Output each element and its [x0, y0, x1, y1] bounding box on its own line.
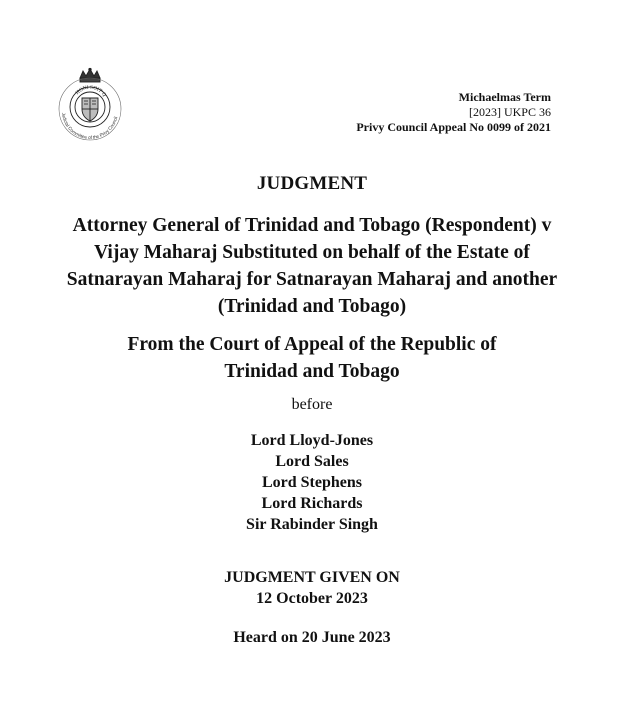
svg-text:HONI SOIT QUI MAL Y PENSE: HONI SOIT Q	[74, 84, 108, 98]
term-label: Michaelmas Term	[458, 90, 551, 104]
judge-name: Lord Sales	[275, 453, 349, 470]
before-label: before	[291, 396, 333, 413]
judge-name: Lord Richards	[261, 495, 363, 512]
judgment-given-label: JUDGMENT GIVEN ON	[224, 569, 400, 586]
appeal-from: From the Court of Appeal of the Republic of Trinidad and Tobago	[127, 334, 497, 382]
heard-date: Heard on 20 June 2023	[233, 629, 391, 646]
judges-list	[0, 430, 624, 535]
judge-name: Lord Stephens	[261, 474, 363, 491]
crest-text: Judicial Committee of the Privy Council	[61, 112, 119, 141]
judgment-date: 12 October 2023	[256, 590, 368, 607]
appeal-number: Privy Council Appeal No 0099 of 2021	[356, 120, 551, 134]
judge-name: Sir Rabinder Singh	[246, 516, 378, 533]
case-title: Attorney General of Trinidad and Tobago (Respondent) v Vijay Maharaj Substituted on behalf of the Estate of Satnarayan Maharaj for Satnarayan Maharaj and another (Trinidad and Tobago)	[66, 215, 558, 317]
privy-council-crest-icon	[52, 67, 128, 145]
citation: [2023] UKPC 36	[468, 105, 551, 119]
case-reference	[356, 90, 551, 135]
judgment-given	[0, 567, 624, 609]
judge-name: Lord Lloyd-Jones	[250, 432, 374, 449]
judgment-heading: JUDGMENT	[256, 173, 368, 194]
